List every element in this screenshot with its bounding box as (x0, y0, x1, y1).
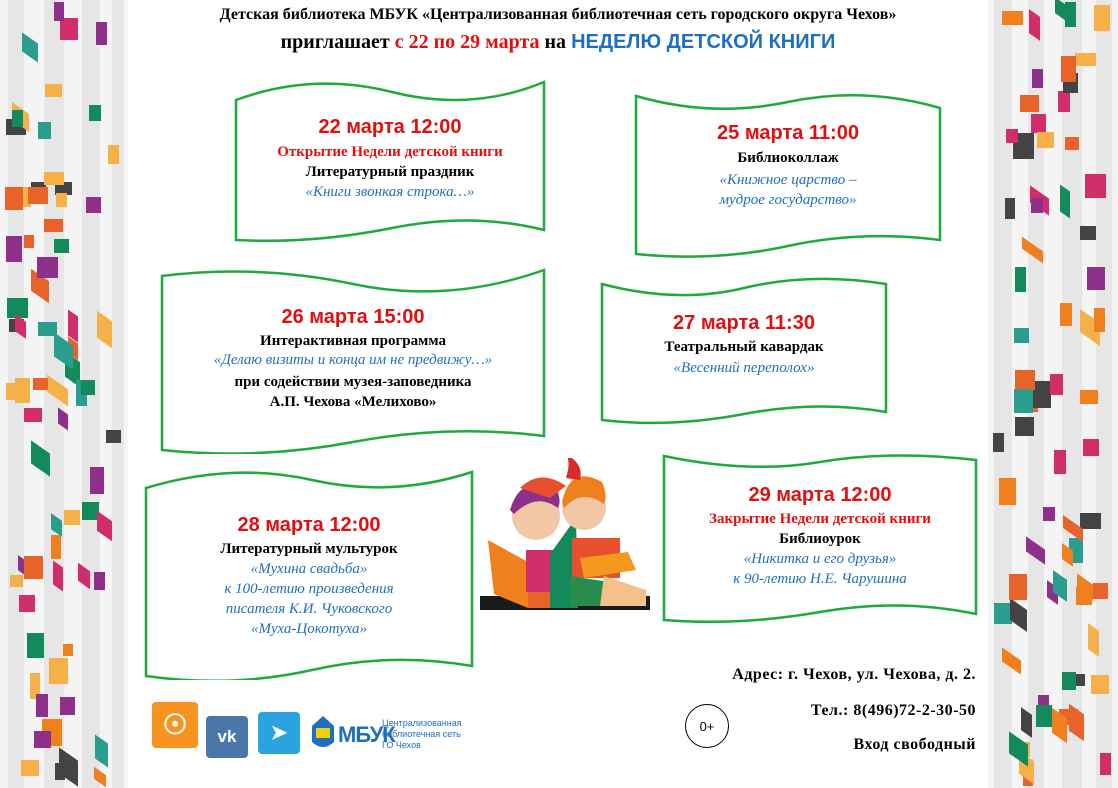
birch-mark (1061, 56, 1076, 82)
birch-mark (24, 235, 34, 248)
birch-mark (1031, 198, 1043, 213)
birch-mark (999, 478, 1016, 505)
birch-mark (28, 187, 48, 204)
event-subtitle: Открытие Недели детской книги (277, 144, 503, 160)
age-rating-badge: 0+ (685, 704, 729, 748)
birch-mark (44, 219, 63, 232)
event-type: Театральный кавардак (664, 339, 824, 355)
mbuk-logo-abbr: МБУК (338, 722, 395, 747)
birch-mark (96, 22, 107, 45)
event-note-line1: при содействии музея-заповедника (234, 374, 472, 390)
event-date: 26 марта 15:00 (281, 306, 425, 328)
birch-mark (1020, 95, 1039, 112)
birch-mark (1015, 267, 1026, 292)
event-card-29 (660, 448, 980, 624)
invite-on: на (544, 31, 567, 53)
event-type: Литературный праздник (305, 164, 475, 180)
birch-mark (24, 556, 43, 579)
birch-mark (1036, 705, 1052, 727)
odnoklassniki-icon[interactable]: ☉ (152, 702, 198, 748)
birch-mark (27, 633, 44, 658)
birch-mark (34, 731, 51, 748)
birch-mark (108, 145, 119, 164)
event-type: Библиоколлаж (737, 150, 839, 166)
birch-mark (1085, 174, 1106, 198)
event-card-26 (158, 264, 548, 454)
mbuk-logo-line3: ГО Чехов (382, 740, 421, 750)
birch-mark (1005, 198, 1015, 219)
invitation-line (128, 31, 988, 54)
birch-mark (54, 239, 69, 253)
event-note-line2: писателя К.И. Чуковского (225, 601, 393, 617)
vk-icon[interactable]: vk (206, 716, 248, 758)
birch-mark (1060, 303, 1072, 326)
birch-mark (106, 430, 121, 443)
birch-trunk (1096, 0, 1112, 788)
birch-mark (94, 572, 105, 590)
event-date: 29 марта 12:00 (748, 484, 892, 506)
event-title: «Мухина свадьба» (250, 561, 368, 577)
birch-mark (1062, 672, 1076, 690)
birch-mark (1014, 389, 1033, 413)
event-note-line3: «Муха-Цокотуха» (250, 621, 368, 637)
birch-mark (36, 694, 48, 717)
birch-mark (6, 236, 22, 262)
birch-mark (51, 535, 61, 559)
mbuk-emblem-icon (312, 716, 334, 752)
birch-mark (38, 322, 57, 336)
mbuk-logo-text (382, 718, 462, 751)
birch-mark (21, 760, 39, 776)
mbuk-logo-line1: Централизованная (382, 718, 462, 728)
free-entry-text: Вход свободный (853, 736, 976, 753)
birch-mark (38, 122, 51, 139)
event-type: Литературный мультурок (220, 541, 398, 557)
invite-word: приглашает (280, 31, 390, 53)
event-date: 22 марта 12:00 (318, 116, 462, 138)
birch-mark (1075, 53, 1096, 66)
birch-mark (33, 378, 48, 390)
event-name: НЕДЕЛЮ ДЕТСКОЙ КНИГИ (571, 31, 836, 53)
birch-mark (1032, 69, 1043, 88)
event-type: Интерактивная программа (260, 333, 446, 349)
birch-mark (24, 408, 42, 422)
event-date: 25 марта 11:00 (717, 122, 859, 144)
page-heading: Детская библиотека МБУК «Централизованная библиотечная сеть городского округа Чехов» (219, 6, 897, 23)
address-text: Адрес: г. Чехов, ул. Чехова, д. 2. (732, 666, 976, 683)
birch-mark (55, 763, 65, 780)
event-card-22 (232, 72, 548, 242)
reading-children-illustration (480, 458, 656, 630)
event-note-line1: к 100-летию произведения (224, 581, 394, 597)
birch-mark (56, 193, 67, 207)
birch-mark (1037, 132, 1054, 148)
birch-mark (1043, 507, 1055, 521)
birch-mark (60, 697, 75, 715)
birch-trunk (994, 0, 1012, 788)
event-date: 28 марта 12:00 (237, 514, 381, 536)
birch-mark (1080, 226, 1096, 240)
event-title: «Книги звонкая строка…» (305, 184, 475, 200)
birch-mark (1076, 587, 1092, 605)
event-type: Библиоурок (779, 531, 861, 547)
birch-mark (12, 110, 23, 127)
birch-mark (6, 383, 24, 400)
birch-mark (44, 172, 64, 185)
event-date: 27 марта 11:30 (673, 312, 815, 334)
birch-mark (10, 575, 23, 587)
event-title: «Никитка и его друзья» (743, 551, 897, 567)
birch-mark (1050, 374, 1063, 395)
birch-mark (5, 187, 23, 210)
birch-mark (1006, 129, 1018, 143)
birch-mark (1065, 137, 1079, 150)
birch-mark (993, 433, 1004, 452)
birch-mark (1080, 513, 1101, 529)
date-range: с 22 по 29 марта (394, 31, 540, 53)
event-title-line1: «Книжное царство – (719, 172, 857, 188)
birch-mark (1002, 11, 1023, 25)
birch-mark (90, 467, 104, 494)
birch-mark (1087, 267, 1105, 290)
birch-mark (1094, 5, 1110, 31)
birch-mark (49, 658, 68, 684)
birch-trunk (112, 0, 124, 788)
birch-mark (1031, 114, 1046, 133)
birch-mark (89, 105, 101, 121)
birch-mark (1083, 439, 1099, 456)
event-title-line2: мудрое государство» (719, 192, 857, 208)
birch-mark (1054, 450, 1066, 474)
birch-trunk (1062, 0, 1082, 788)
birch-mark (1080, 390, 1098, 404)
event-card-28 (142, 462, 476, 680)
birch-mark (1058, 91, 1070, 112)
event-title: «Делаю визиты и концa им не предвижу…» (213, 352, 493, 368)
mbuk-logo-line2: библиотечная сеть (382, 729, 461, 739)
event-subtitle: Закрытие Недели детской книги (709, 511, 931, 527)
birch-mark (1015, 370, 1035, 390)
birch-mark (63, 644, 73, 656)
birch-mark (1091, 675, 1109, 694)
birch-mark (60, 18, 78, 40)
birch-mark (1093, 583, 1108, 599)
birch-mark (19, 595, 35, 612)
event-note-line2: А.П. Чехова «Мелихово» (269, 394, 437, 410)
event-title: «Весенний переполох» (673, 360, 815, 376)
birch-mark (1009, 574, 1027, 600)
birch-mark (1014, 328, 1029, 343)
event-note: к 90-летию Н.Е. Чарушина (733, 571, 907, 587)
birch-mark (54, 2, 64, 21)
birch-mark (1094, 308, 1105, 332)
birch-mark (1015, 417, 1034, 436)
event-card-25 (632, 88, 944, 258)
birch-mark (45, 84, 62, 97)
birch-mark (64, 510, 80, 525)
event-card-27 (598, 274, 890, 426)
birch-mark (1100, 753, 1111, 775)
birch-mark (37, 257, 58, 278)
telegram-icon[interactable]: ➤ (258, 712, 300, 754)
birch-mark (81, 380, 95, 395)
birch-mark (86, 197, 101, 213)
phone-text: Тел.: 8(496)72-2-30-50 (810, 702, 976, 719)
